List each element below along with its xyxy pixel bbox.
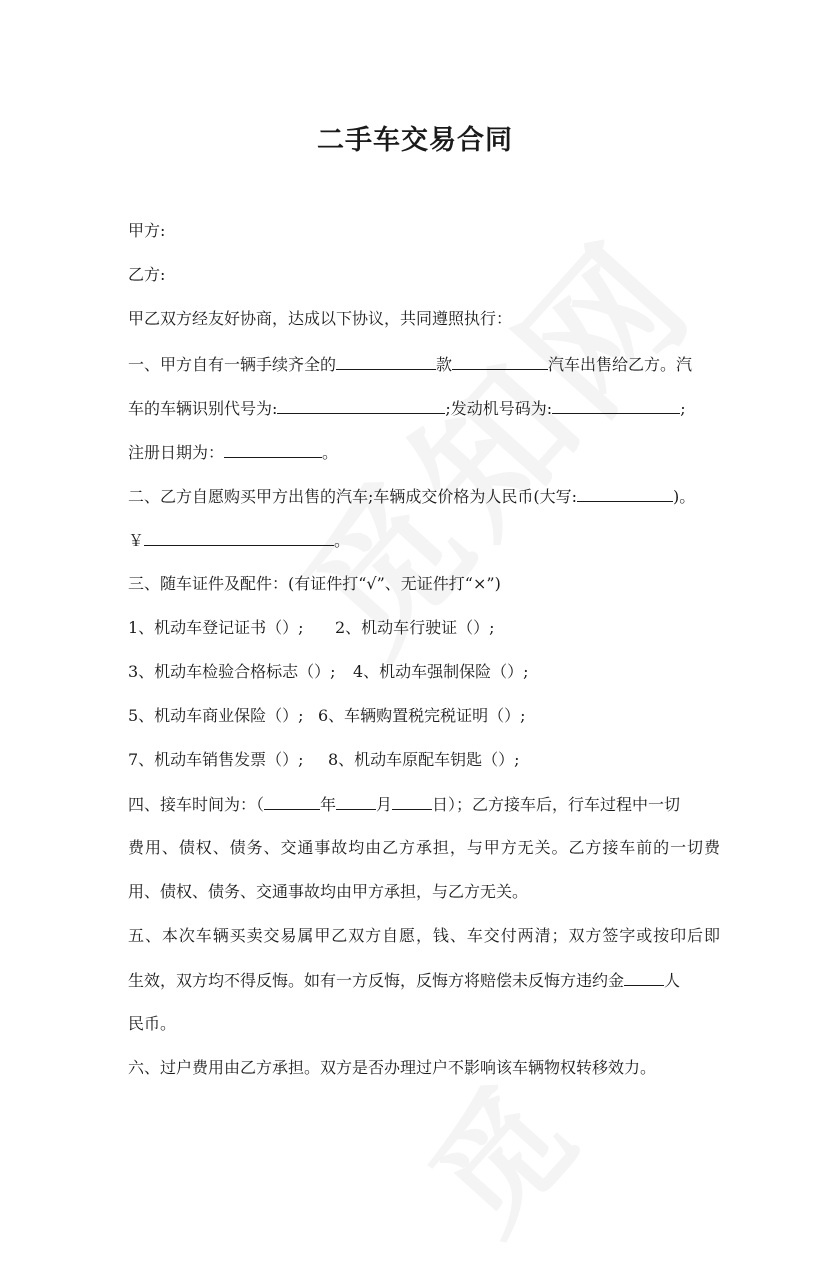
clause-3-row [128, 704, 720, 728]
clause-3-heading: 三、随车证件及配件：(有证件打“√”、无证件打“×”) [128, 574, 501, 593]
document-item: 7、机动车销售发票（）; [128, 750, 304, 769]
party-a-label: 甲方: [128, 221, 166, 240]
clause-4-line-1 [128, 792, 720, 816]
clause-1-line-3 [128, 440, 720, 464]
clause-2-line-2 [128, 528, 720, 552]
clause-4-text: 年 [320, 795, 337, 814]
pickup-month-blank[interactable] [336, 792, 376, 810]
clause-5-text: 人 [664, 971, 681, 990]
brand-blank[interactable] [336, 352, 436, 370]
clause-2-text: 二、乙方自愿购买甲方出售的汽车;车辆成交价格为人民币(大写: [128, 487, 578, 506]
clause-1-text: 注册日期为： [128, 443, 225, 462]
clause-3-row [128, 660, 720, 684]
clause-4-text: 日）；乙方接车后，行车过程中一切 [432, 795, 681, 814]
clause-5-text: 生效，双方均不得反悔。如有一方反悔，反悔方将赔偿未反悔方违约金 [128, 971, 625, 990]
clause-5-line-2 [128, 968, 720, 992]
clause-1-text: 车的车辆识别代号为: [128, 399, 278, 418]
clause-4-line-2: 费用、债权、债务、交通事故均由乙方承担，与甲方无关。乙方接车前的一切费 [128, 838, 720, 857]
clause-4-text: 四、接车时间为：（ [128, 795, 265, 814]
price-uppercase-blank[interactable] [577, 484, 673, 502]
pickup-year-blank[interactable] [264, 792, 320, 810]
clause-3-row [128, 616, 720, 640]
clause-1-text: 一、甲方自有一辆手续齐全的 [128, 355, 337, 374]
clause-6-text: 六、过户费用由乙方承担。双方是否办理过户不影响该车辆物权转移效力。 [128, 1058, 657, 1077]
clause-4-text: 月 [376, 795, 393, 814]
clause-2-line-1 [128, 484, 720, 508]
clause-1-text: 款 [436, 355, 453, 374]
clause-2-text: )。 [673, 487, 696, 506]
clause-5-line-1: 五、本次车辆买卖交易属甲乙双方自愿，钱、车交付两清；双方签字或按印后即 [128, 926, 720, 945]
document-item: 1、机动车登记证书（）; [128, 618, 304, 637]
document-item: 8、机动车原配车钥匙（）; [328, 750, 520, 769]
penalty-amount-blank[interactable] [624, 968, 664, 986]
page-title: 二手车交易合同 [317, 125, 513, 156]
clause-3-row [128, 748, 720, 772]
intro-text: 甲乙双方经友好协商，达成以下协议，共同遵照执行： [128, 309, 513, 328]
clause-4-line-3: 用、债权、债务、交通事故均由甲方承担，与乙方无关。 [128, 882, 529, 901]
clause-1-text: ;发动机号码为: [445, 399, 553, 418]
document-item: 6、车辆购置税完税证明（）; [318, 706, 526, 725]
clause-1-line-1 [128, 352, 720, 376]
clause-1-text: 。 [322, 443, 339, 462]
clause-1-line-2 [128, 396, 720, 420]
clause-1-text: 汽车出售给乙方。汽 [548, 355, 693, 374]
clause-5-line-3: 民币。 [128, 1014, 177, 1033]
party-b-label: 乙方: [128, 265, 166, 284]
clause-1-text: ; [680, 399, 686, 418]
price-number-blank[interactable] [144, 528, 334, 546]
pickup-day-blank[interactable] [392, 792, 432, 810]
registration-date-blank[interactable] [224, 440, 322, 458]
document-item: 2、机动车行驶证（）; [335, 618, 495, 637]
yuan-symbol: ￥ [128, 531, 145, 550]
model-blank[interactable] [452, 352, 548, 370]
document-item: 5、机动车商业保险（）; [128, 706, 304, 725]
engine-number-blank[interactable] [552, 396, 680, 414]
vin-blank[interactable] [277, 396, 445, 414]
document-item: 3、机动车检验合格标志（）; [128, 662, 336, 681]
clause-2-text: 。 [334, 531, 351, 550]
document-item: 4、机动车强制保险（）; [353, 662, 529, 681]
